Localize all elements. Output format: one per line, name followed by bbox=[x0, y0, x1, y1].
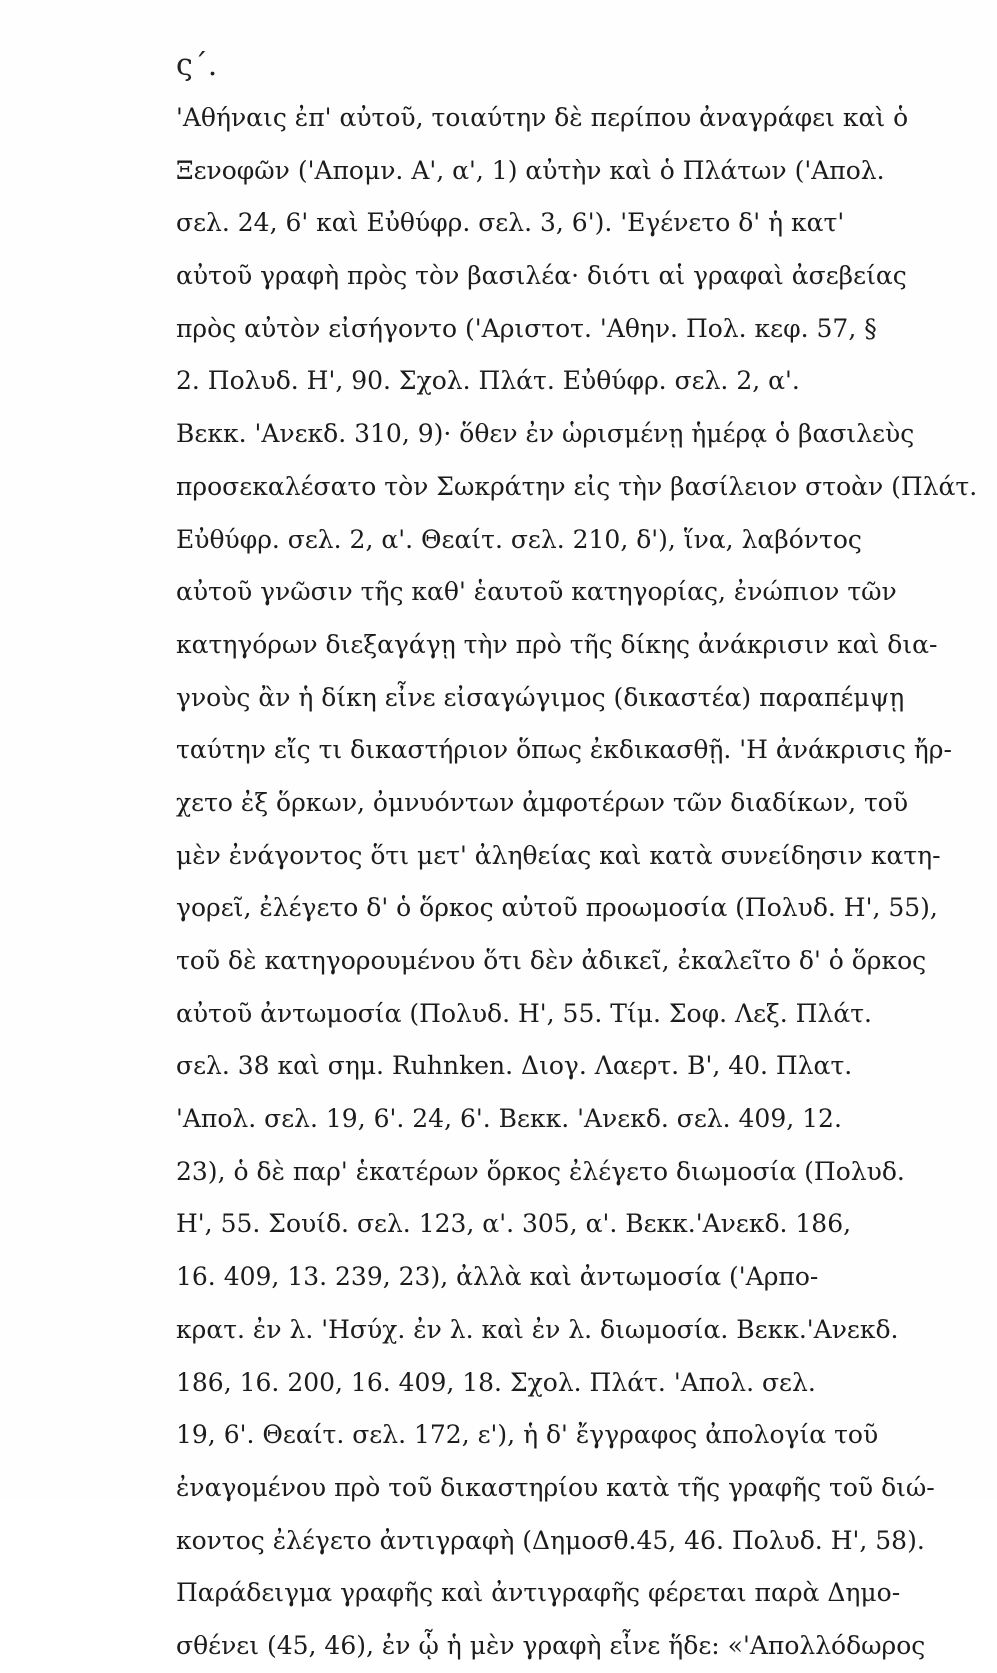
text-line: Εὐθύφρ. σελ. 2, α'. Θεαίτ. σελ. 210, δ'), ἵνα, λαβόντος bbox=[176, 524, 862, 554]
text-line: ταύτην εἴς τι δικαστήριον ὅπως ἐκδικασθῇ. 'Η ἀνάκρισις ἤρ- bbox=[176, 735, 952, 765]
text-line: πρὸς αὐτὸν εἰσήγοντο ('Αριστοτ. 'Αθην. Πολ. κεφ. 57, § bbox=[176, 313, 877, 343]
text-line: σθένει (45, 46), ἐν ᾧ ἡ μὲν γραφὴ εἶνε ἥδε: «'Απολλόδωρος bbox=[176, 1630, 926, 1660]
text-line: 23), ὁ δὲ παρ' ἑκατέρων ὅρκος ἐλέγετο διωμοσία (Πολυδ. bbox=[176, 1156, 905, 1186]
text-line: προσεκαλέσατο τὸν Σωκράτην εἰς τὴν βασίλειον στοὰν (Πλάτ. bbox=[176, 471, 978, 501]
text-line: 16. 409, 13. 239, 23), ἀλλὰ καὶ ἀντωμοσία ('Αρπο- bbox=[176, 1262, 819, 1292]
text-line: 186, 16. 200, 16. 409, 18. Σχολ. Πλάτ. 'Απολ. σελ. bbox=[176, 1367, 816, 1397]
text-line: μὲν ἐνάγοντος ὅτι μετ' ἀληθείας καὶ κατὰ συνείδησιν κατη- bbox=[176, 840, 941, 870]
text-line: κοντος ἐλέγετο ἀντιγραφὴ (Δημοσθ.45, 46. Πολυδ. Η', 58). bbox=[176, 1525, 925, 1555]
text-line: 2. Πολυδ. Η', 90. Σχολ. Πλάτ. Εὐθύφρ. σελ. 2, α'. bbox=[176, 366, 800, 396]
text-line: κατηγόρων διεξαγάγῃ τὴν πρὸ τῆς δίκης ἀνάκρισιν καὶ δια- bbox=[176, 629, 938, 659]
text-line: σελ. 38 καὶ σημ. Ruhnken. Διογ. Λαερτ. Β', 40. Πλατ. bbox=[176, 1051, 853, 1081]
text-line: αὐτοῦ ἀντωμοσία (Πολυδ. Η', 55. Τίμ. Σοφ. Λεξ. Πλάτ. bbox=[176, 998, 872, 1028]
body-text bbox=[176, 92, 990, 1673]
page-number: ς΄. bbox=[176, 48, 218, 83]
text-line: ἐναγομένου πρὸ τοῦ δικαστηρίου κατὰ τῆς γραφῆς τοῦ διώ- bbox=[176, 1472, 935, 1502]
text-line: αὐτοῦ γνῶσιν τῆς καθ' ἑαυτοῦ κατηγορίας, ἐνώπιον τῶν bbox=[176, 577, 897, 607]
text-line: Η', 55. Σουίδ. σελ. 123, α'. 305, α'. Βεκκ.'Ανεκδ. 186, bbox=[176, 1209, 852, 1239]
text-line: σελ. 24, 6' καὶ Εὐθύφρ. σελ. 3, 6'). 'Εγένετο δ' ἡ κατ' bbox=[176, 208, 845, 238]
text-line: Βεκκ. 'Ανεκδ. 310, 9)· ὅθεν ἐν ὡρισμένῃ ἡμέρᾳ ὁ βασιλεὺς bbox=[176, 419, 915, 449]
text-line: γνοὺς ἂν ἡ δίκη εἶνε εἰσαγώγιμος (δικαστέα) παραπέμψῃ bbox=[176, 682, 905, 712]
text-line: κρατ. ἐν λ. 'Ησύχ. ἐν λ. καὶ ἐν λ. διωμοσία. Βεκκ.'Ανεκδ. bbox=[176, 1314, 899, 1344]
text-line: Παράδειγμα γραφῆς καὶ ἀντιγραφῆς φέρεται παρὰ Δημο- bbox=[176, 1578, 901, 1608]
text-line: 19, 6'. Θεαίτ. σελ. 172, ε'), ἡ δ' ἔγγραφος ἀπολογία τοῦ bbox=[176, 1420, 879, 1450]
text-line: Ξενοφῶν ('Απομν. Α', α', 1) αὐτὴν καὶ ὁ Πλάτων ('Απολ. bbox=[176, 155, 885, 185]
text-line: τοῦ δὲ κατηγορουμένου ὅτι δὲν ἀδικεῖ, ἐκαλεῖτο δ' ὁ ὅρκος bbox=[176, 946, 927, 975]
text-line: αὐτοῦ γραφὴ πρὸς τὸν βασιλέα· διότι αἱ γραφαὶ ἀσεβείας bbox=[176, 261, 907, 291]
text-line: 'Αθήναις ἐπ' αὐτοῦ, τοιαύτην δὲ περίπου ἀναγράφει καὶ ὁ bbox=[176, 103, 909, 132]
text-line: γορεῖ, ἐλέγετο δ' ὁ ὅρκος αὐτοῦ προωμοσία (Πολυδ. Η', 55), bbox=[176, 893, 938, 923]
text-line: 'Απολ. σελ. 19, 6'. 24, 6'. Βεκκ. 'Ανεκδ. σελ. 409, 12. bbox=[176, 1104, 842, 1134]
text-line: χετο ἐξ ὅρκων, ὀμνυόντων ἀμφοτέρων τῶν διαδίκων, τοῦ bbox=[176, 787, 909, 817]
